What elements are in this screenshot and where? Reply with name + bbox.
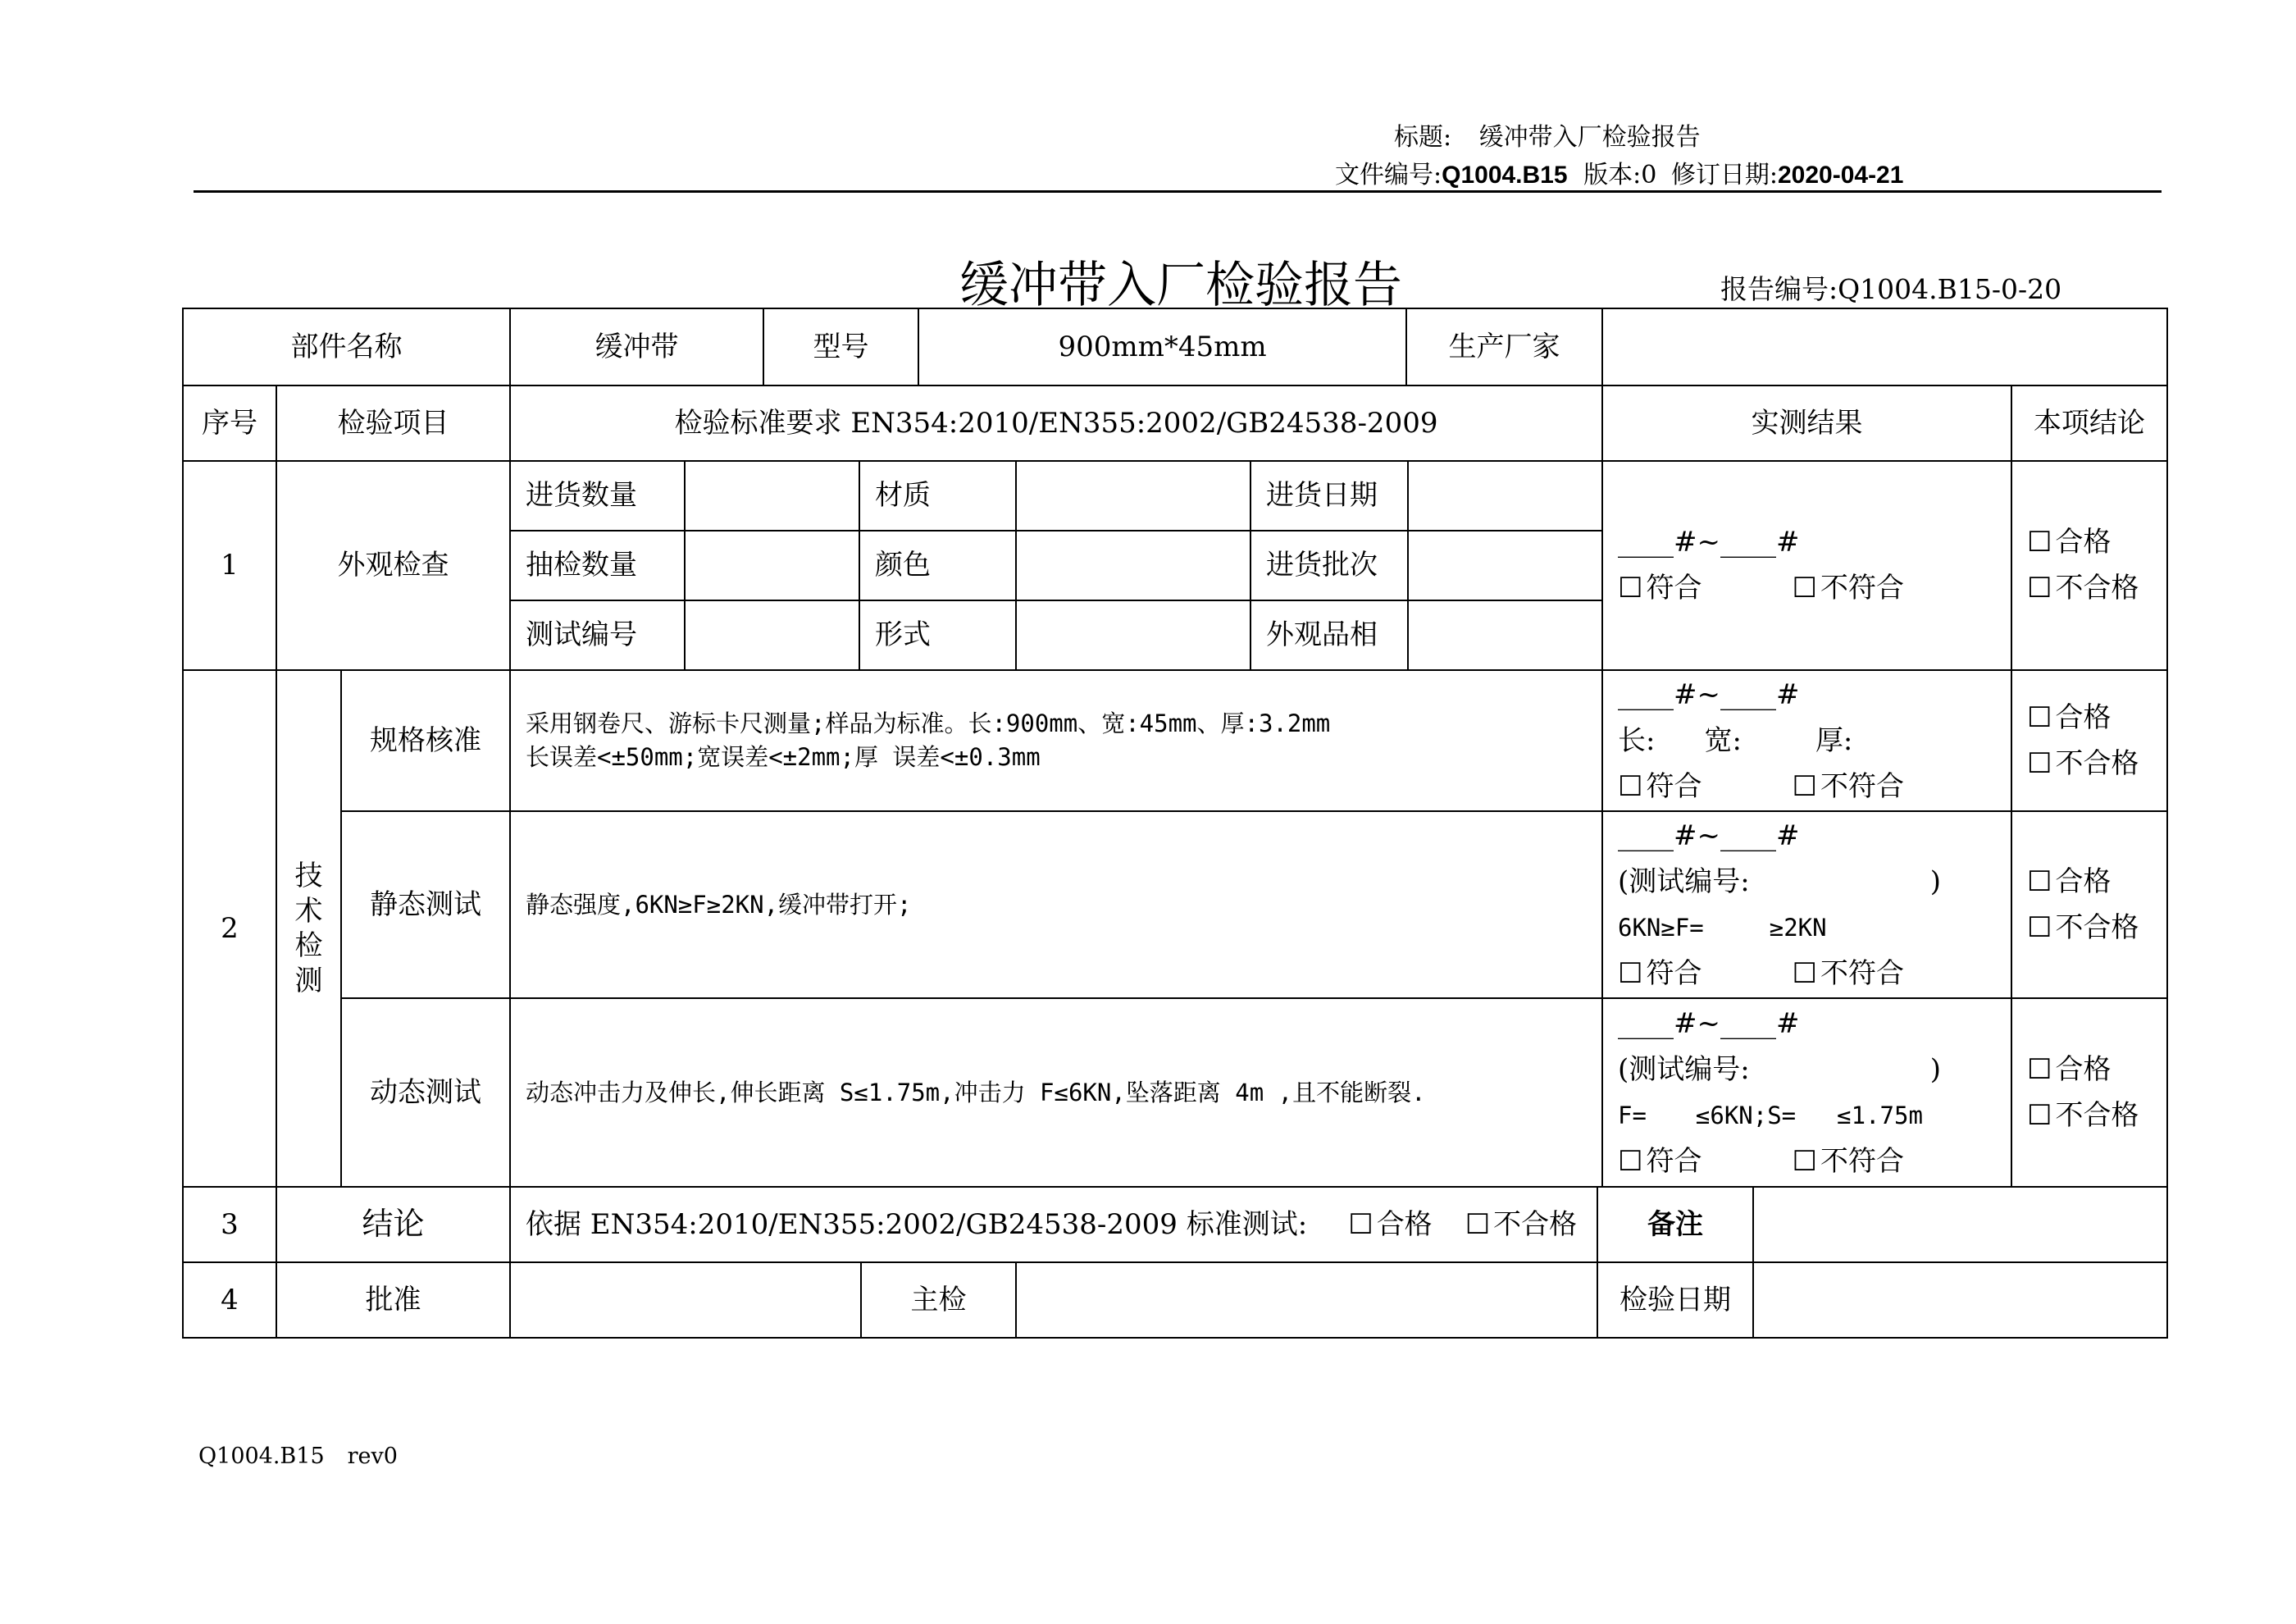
page-title: 缓冲带入厂检验报告 xyxy=(959,257,1402,314)
group-char: 技 xyxy=(294,860,323,892)
row1-item: 外观检查 xyxy=(276,460,511,671)
color-label: 颜色 xyxy=(859,530,1017,601)
inspector-value[interactable] xyxy=(1015,1261,1598,1339)
form-label: 形式 xyxy=(859,600,1017,671)
row1-result xyxy=(1601,460,2012,671)
incoming-qty-value[interactable] xyxy=(684,460,860,531)
checkbox-icon[interactable]: ☐ xyxy=(2027,910,2052,944)
conform-label: 符合 xyxy=(1646,769,1702,803)
dynamic-range: ____#~____# xyxy=(1618,1006,1800,1040)
fail-row xyxy=(2027,741,2139,787)
fail-label: 不合格 xyxy=(2055,1098,2139,1132)
approve-label: 批准 xyxy=(276,1261,511,1339)
inspection-date-label: 检验日期 xyxy=(1597,1261,1754,1339)
row4-seq: 4 xyxy=(182,1261,277,1339)
pass-row xyxy=(2027,1047,2111,1093)
group-char: 术 xyxy=(294,894,323,928)
checkbox-icon[interactable]: ☐ xyxy=(1348,1207,1374,1241)
sample-qty-value[interactable] xyxy=(684,530,860,601)
dynamic-test-no xyxy=(1618,1047,1941,1093)
pass-row xyxy=(2027,859,2111,905)
col-item-header: 检验项目 xyxy=(276,385,511,462)
material-label: 材质 xyxy=(859,460,1017,531)
material-value[interactable] xyxy=(1015,460,1251,531)
header-doc-info xyxy=(1335,154,1903,190)
fail-label: 不合格 xyxy=(2055,572,2139,605)
checkbox-icon[interactable]: ☐ xyxy=(1792,956,1817,990)
dynamic-conform-row xyxy=(1618,1138,1904,1184)
static-test-conclusion xyxy=(2011,810,2168,999)
checkbox-icon[interactable]: ☐ xyxy=(1618,572,1643,605)
pass-label: 合格 xyxy=(2055,526,2112,559)
dynamic-test-result xyxy=(1601,997,2012,1188)
length-label: 长: xyxy=(1618,723,1656,757)
fail-label: 不合格 xyxy=(1493,1207,1578,1241)
row3-seq: 3 xyxy=(182,1186,277,1263)
test-no-prefix: (测试编号: xyxy=(1618,864,1750,898)
dynamic-force xyxy=(1618,1093,1923,1138)
checkbox-icon[interactable]: ☐ xyxy=(1618,1144,1643,1178)
row1-pass-row xyxy=(2027,520,2111,566)
static-force-suffix: ≥2KN xyxy=(1769,913,1827,942)
spec-check-result xyxy=(1601,669,2012,812)
form-value[interactable] xyxy=(1015,600,1251,671)
dyn-distance: ≤1.75m xyxy=(1837,1101,1923,1129)
dynamic-test-standard: 动态冲击力及伸长,伸长距离 S≤1.75m,冲击力 F≤6KN,坠落距离 4m ,且不能断裂. xyxy=(509,997,1603,1188)
static-conform-row xyxy=(1618,951,1904,997)
checkbox-icon[interactable]: ☐ xyxy=(1792,572,1817,605)
test-no-prefix: (测试编号: xyxy=(1618,1052,1750,1086)
dyn-force-prefix: F= xyxy=(1618,1101,1647,1129)
col-result-header: 实测结果 xyxy=(1601,385,2012,462)
spec-check-label: 规格核准 xyxy=(340,669,511,812)
checkbox-icon[interactable]: ☐ xyxy=(2027,526,2052,559)
sample-qty-label: 抽检数量 xyxy=(509,530,686,601)
footer xyxy=(198,1444,398,1469)
static-force xyxy=(1618,905,1827,951)
version: 0 xyxy=(1641,161,1657,189)
nonconform-label: 不符合 xyxy=(1820,572,1904,605)
part-name-value: 缓冲带 xyxy=(509,308,764,386)
model-label: 型号 xyxy=(763,308,919,386)
fail-row xyxy=(2027,905,2139,951)
fail-label: 不合格 xyxy=(2055,910,2139,944)
row2-group-label xyxy=(276,669,342,1188)
pass-label: 合格 xyxy=(2055,864,2112,898)
pass-row xyxy=(2027,695,2111,741)
remark-value[interactable] xyxy=(1752,1186,2168,1263)
conform-label: 符合 xyxy=(1646,572,1702,605)
doc-no: Q1004.B15 xyxy=(1442,162,1568,189)
test-no-suffix: ) xyxy=(1929,1052,1941,1086)
test-no-suffix: ) xyxy=(1929,864,1941,898)
remark-label: 备注 xyxy=(1597,1186,1754,1263)
dynamic-test-label: 动态测试 xyxy=(340,997,511,1188)
checkbox-icon[interactable]: ☐ xyxy=(1618,769,1643,803)
incoming-date-label: 进货日期 xyxy=(1250,460,1409,531)
nonconform-label: 不符合 xyxy=(1820,1144,1904,1178)
thickness-label: 厚: xyxy=(1815,723,1853,757)
col-conclusion-header: 本项结论 xyxy=(2011,385,2168,462)
spec-conform-row xyxy=(1618,764,1904,810)
row1-fail-row xyxy=(2027,566,2139,612)
spec-check-conclusion xyxy=(2011,669,2168,812)
fail-label: 不合格 xyxy=(2055,746,2139,780)
checkbox-icon[interactable]: ☐ xyxy=(2027,700,2052,734)
maker-label: 生产厂家 xyxy=(1405,308,1603,386)
inspector-label: 主检 xyxy=(860,1261,1017,1339)
row1-conclusion xyxy=(2011,460,2168,671)
group-char: 测 xyxy=(294,964,323,997)
test-no-label: 测试编号 xyxy=(509,600,686,671)
appearance-value[interactable] xyxy=(1407,600,1603,671)
final-conclusion xyxy=(509,1186,1598,1263)
checkbox-icon[interactable]: ☐ xyxy=(1618,956,1643,990)
spec-range: ____#~____# xyxy=(1618,677,1800,711)
checkbox-icon[interactable]: ☐ xyxy=(2027,1052,2052,1086)
checkbox-icon[interactable]: ☐ xyxy=(2027,746,2052,780)
row2-seq: 2 xyxy=(182,669,277,1188)
fail-row xyxy=(2027,1093,2139,1138)
part-name-label: 部件名称 xyxy=(182,308,511,386)
nonconform-label: 不符合 xyxy=(1820,769,1904,803)
static-force-prefix: 6KN≥F= xyxy=(1618,913,1704,942)
checkbox-icon[interactable]: ☐ xyxy=(1792,769,1817,803)
col-seq-header: 序号 xyxy=(182,385,277,462)
pass-label: 合格 xyxy=(1376,1207,1433,1241)
approve-value[interactable] xyxy=(509,1261,862,1339)
report-number: 报告编号:Q1004.B15-0-20 xyxy=(1720,273,2062,305)
spec-check-standard xyxy=(509,669,1603,812)
row1-seq: 1 xyxy=(182,460,277,671)
maker-value xyxy=(1601,308,2168,386)
static-test-no xyxy=(1618,859,1941,905)
dynamic-test-conclusion xyxy=(2011,997,2168,1188)
static-test-standard: 静态强度,6KN≥F≥2KN,缓冲带打开; xyxy=(509,810,1603,999)
revise-label: 修订日期: xyxy=(1670,161,1778,189)
incoming-batch-value[interactable] xyxy=(1407,530,1603,601)
pass-label: 合格 xyxy=(2055,1052,2112,1086)
pass-label: 合格 xyxy=(2055,700,2112,734)
checkbox-icon[interactable]: ☐ xyxy=(1792,1144,1817,1178)
dyn-force-mid: ≤6KN;S= xyxy=(1695,1101,1797,1129)
header-divider xyxy=(194,190,2162,193)
footer-rev: rev0 xyxy=(347,1444,398,1469)
spec-standard-line: 采用钢卷尺、游标卡尺测量;样品为标准。长:900mm、宽:45mm、厚:3.2mm xyxy=(526,709,1331,738)
incoming-qty-label: 进货数量 xyxy=(509,460,686,531)
test-no-value[interactable] xyxy=(684,600,860,671)
static-test-result xyxy=(1601,810,2012,999)
version-label: 版本: xyxy=(1583,161,1642,189)
checkbox-icon[interactable]: ☐ xyxy=(2027,864,2052,898)
final-conclusion-text: 依据 EN354:2010/EN355:2002/GB24538-2009 标准测试: xyxy=(526,1207,1308,1241)
model-value: 900mm*45mm xyxy=(918,308,1407,386)
row3-item: 结论 xyxy=(276,1186,511,1263)
conform-label: 符合 xyxy=(1646,1144,1702,1178)
checkbox-icon[interactable]: ☐ xyxy=(1465,1207,1491,1241)
incoming-batch-label: 进货批次 xyxy=(1250,530,1409,601)
spec-dims xyxy=(1618,718,1852,764)
doc-no-label: 文件编号: xyxy=(1335,161,1442,189)
conform-label: 符合 xyxy=(1646,956,1702,990)
col-standard-header: 检验标准要求 EN354:2010/EN355:2002/GB24538-2009 xyxy=(509,385,1603,462)
appearance-label: 外观品相 xyxy=(1250,600,1409,671)
row1-conform-row xyxy=(1618,566,1904,612)
static-test-label: 静态测试 xyxy=(340,810,511,999)
header-title xyxy=(1394,116,1701,153)
inspection-date-value[interactable] xyxy=(1752,1261,2168,1339)
header-title-label: 标题: xyxy=(1394,123,1452,152)
width-label: 宽: xyxy=(1704,723,1742,757)
header-title-value: 缓冲带入厂检验报告 xyxy=(1478,123,1701,152)
checkbox-icon[interactable]: ☐ xyxy=(2027,572,2052,605)
static-range: ____#~____# xyxy=(1618,819,1800,852)
group-char: 检 xyxy=(294,929,323,962)
checkbox-icon[interactable]: ☐ xyxy=(2027,1098,2052,1132)
color-value[interactable] xyxy=(1015,530,1251,601)
revise-date: 2020-04-21 xyxy=(1777,162,1904,189)
incoming-date-value[interactable] xyxy=(1407,460,1603,531)
nonconform-label: 不符合 xyxy=(1820,956,1904,990)
spec-standard-line: 长误差<±50mm;宽误差<±2mm;厚 误差<±0.3mm xyxy=(526,743,1041,771)
row1-range: ____#~____# xyxy=(1618,526,1800,559)
footer-code: Q1004.B15 xyxy=(198,1444,325,1469)
